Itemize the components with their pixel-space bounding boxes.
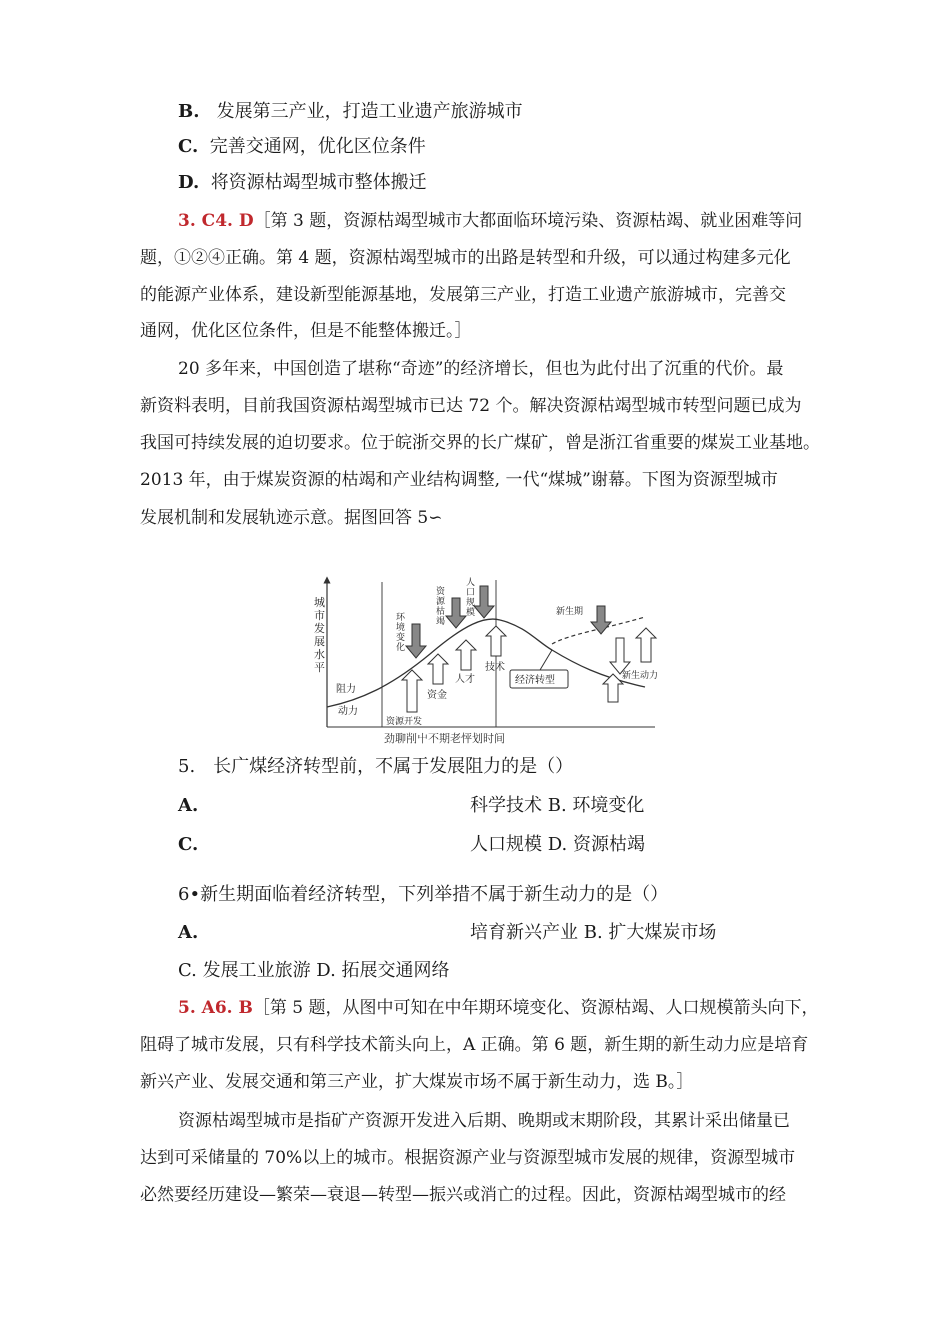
svg-text:城: 城 [314,596,325,609]
svg-text:展: 展 [314,635,325,648]
svg-text:竭: 竭 [436,617,446,627]
label-environment-change [396,612,406,653]
arrow-up-icon [456,640,476,670]
label-power: 动力 [338,706,358,717]
svg-text:水: 水 [314,648,325,661]
option-b [178,101,523,123]
passage-1-line-2: 新资料表明，目前我国资源枯竭型城市已达 72 个。解决资源枯竭型城市转型问题已成为 [140,396,802,416]
answer-text: ［第 3 题，资源枯竭型城市大都面临环境污染、资源枯竭、就业困难等问 [253,211,803,231]
y-axis-label [314,596,325,674]
label-economic-transformation: 经济转型 [515,675,555,686]
q6-option-a-label [178,922,198,944]
svg-text:人: 人 [466,578,476,588]
label-resource-depletion [436,585,446,627]
svg-text:发: 发 [314,622,325,635]
option-label: A. [178,795,199,816]
passage-2-line-3: 必然要经历建设—繁荣—衰退—转型—振兴或消亡的过程。因此，资源枯竭型城市的经 [140,1185,786,1205]
label-resistance: 阻力 [336,684,356,695]
svg-text:环: 环 [396,613,406,623]
passage-2-line-2: 达到可采储量的 70%以上的城市。根据资源产业与资源型城市发展的规律，资源型城市 [140,1148,796,1168]
label-capital: 资金 [427,690,447,701]
arrow-down-icon [474,586,494,618]
arrow-down-icon [610,638,630,674]
svg-text:资: 资 [436,587,446,597]
option-label: B. [178,101,200,122]
passage-2-line-1: 资源枯竭型城市是指矿产资源开发进入后期、晚期或末期阶段，其累计采出储量已 [178,1111,790,1131]
svg-text:规: 规 [466,598,476,608]
answer-34-line-4: 通网，优化区位条件，但是不能整体搬迁。］ [140,321,472,341]
answer-key: 3. C4. D [178,211,254,231]
label-resource-development: 资源开发 [386,717,423,727]
answer-key: 5. A6. B [178,998,253,1018]
arrow-up-icon [603,674,623,702]
q6-options-cd: C. 发展工业旅游 D. 拓展交通网络 [178,960,450,981]
answer-56-line-3: 新兴产业、发展交通和第三产业，扩大煤炭市场不属于新生动力，选 B。］ [140,1072,694,1092]
option-label: D. [178,172,200,193]
q5-options-cd: 人口规模 D. 资源枯竭 [470,834,645,855]
label-talent: 人才 [455,674,475,685]
label-renewal-period: 新生期 [556,607,584,617]
arrow-up-icon [428,654,448,684]
option-text: 发展第三产业，打造工业遗产旅游城市 [216,101,523,122]
city-development-diagram [300,572,670,750]
svg-text:市: 市 [314,609,325,622]
svg-text:境: 境 [396,623,406,633]
answer-34-line-1 [178,210,802,232]
answer-text: ［第 5 题，从图中可知在中年期环境变化、资源枯竭、人口规模箭头向下， [252,998,819,1018]
connector-line [540,650,552,670]
passage-1-line-5: 发展机制和发展轨迹示意。据图回答 5∽ [140,508,443,528]
label-new-driving-force: 新生动力 [622,671,659,681]
passage-1-line-4: 2013 年，由于煤炭资源的枯竭和产业结构调整, 一代“煤城”谢幕。下图为资源型城市 [140,470,778,490]
svg-text:模: 模 [466,608,476,618]
answer-56-line-2: 阻碍了城市发展，只有科学技术箭头向上，A 正确。第 6 题，新生期的新生动力应是培育 [140,1035,809,1055]
option-text: 完善交通网，优化区位条件 [209,136,426,157]
option-label: C. [178,136,199,157]
arrow-up-icon [486,626,506,656]
option-label: C. [178,834,199,855]
q5-stem: 5. 长广煤经济转型前，不属于发展阻力的是（） [178,756,574,777]
q5-option-a-label [178,795,198,817]
label-technology: 技术 [485,662,505,673]
svg-text:化: 化 [396,643,406,653]
svg-text:枯: 枯 [436,607,446,617]
label-population-scale [466,576,475,618]
q6-options-ab: 培育新兴产业 B. 扩大煤炭市场 [470,922,717,943]
arrow-up-icon [402,670,422,712]
svg-text:变: 变 [396,633,406,643]
q5-option-c-label [178,834,198,856]
answer-34-line-2: 题，①②④正确。第 4 题，资源枯竭型城市的出路是转型和升级，可以通过构建多元化 [140,248,791,268]
option-d [178,172,427,194]
passage-1-line-3: 我国可持续发展的迫切要求。位于皖浙交界的长广煤矿，曾是浙江省重要的煤炭工业基地。 [140,433,820,453]
answer-56-line-1 [178,997,819,1019]
svg-text:平: 平 [314,661,325,674]
option-label: A. [178,922,199,943]
answer-34-line-3: 的能源产业体系，建设新型能源基地，发展第三产业，打造工业遗产旅游城市，完善交 [140,285,786,305]
svg-text:源: 源 [436,597,446,607]
q6-stem: 6•新生期面临着经济转型，下列举措不属于新生动力的是（） [178,884,669,905]
q5-options-ab: 科学技术 B. 环境变化 [470,795,645,816]
option-text: 将资源枯竭型城市整体搬迁 [210,172,427,193]
diagram-caption: 劲聊削屮不期老怦划时间 [384,732,505,745]
svg-text:口: 口 [466,588,476,598]
arrow-down-icon [446,598,466,628]
arrow-down-icon [406,624,426,658]
arrow-up-icon [636,628,656,662]
option-c [178,136,426,158]
passage-1-line-1: 20 多年来，中国创造了堪称“奇迹”的经济增长，但也为此付出了沉重的代价。最 [178,359,784,379]
